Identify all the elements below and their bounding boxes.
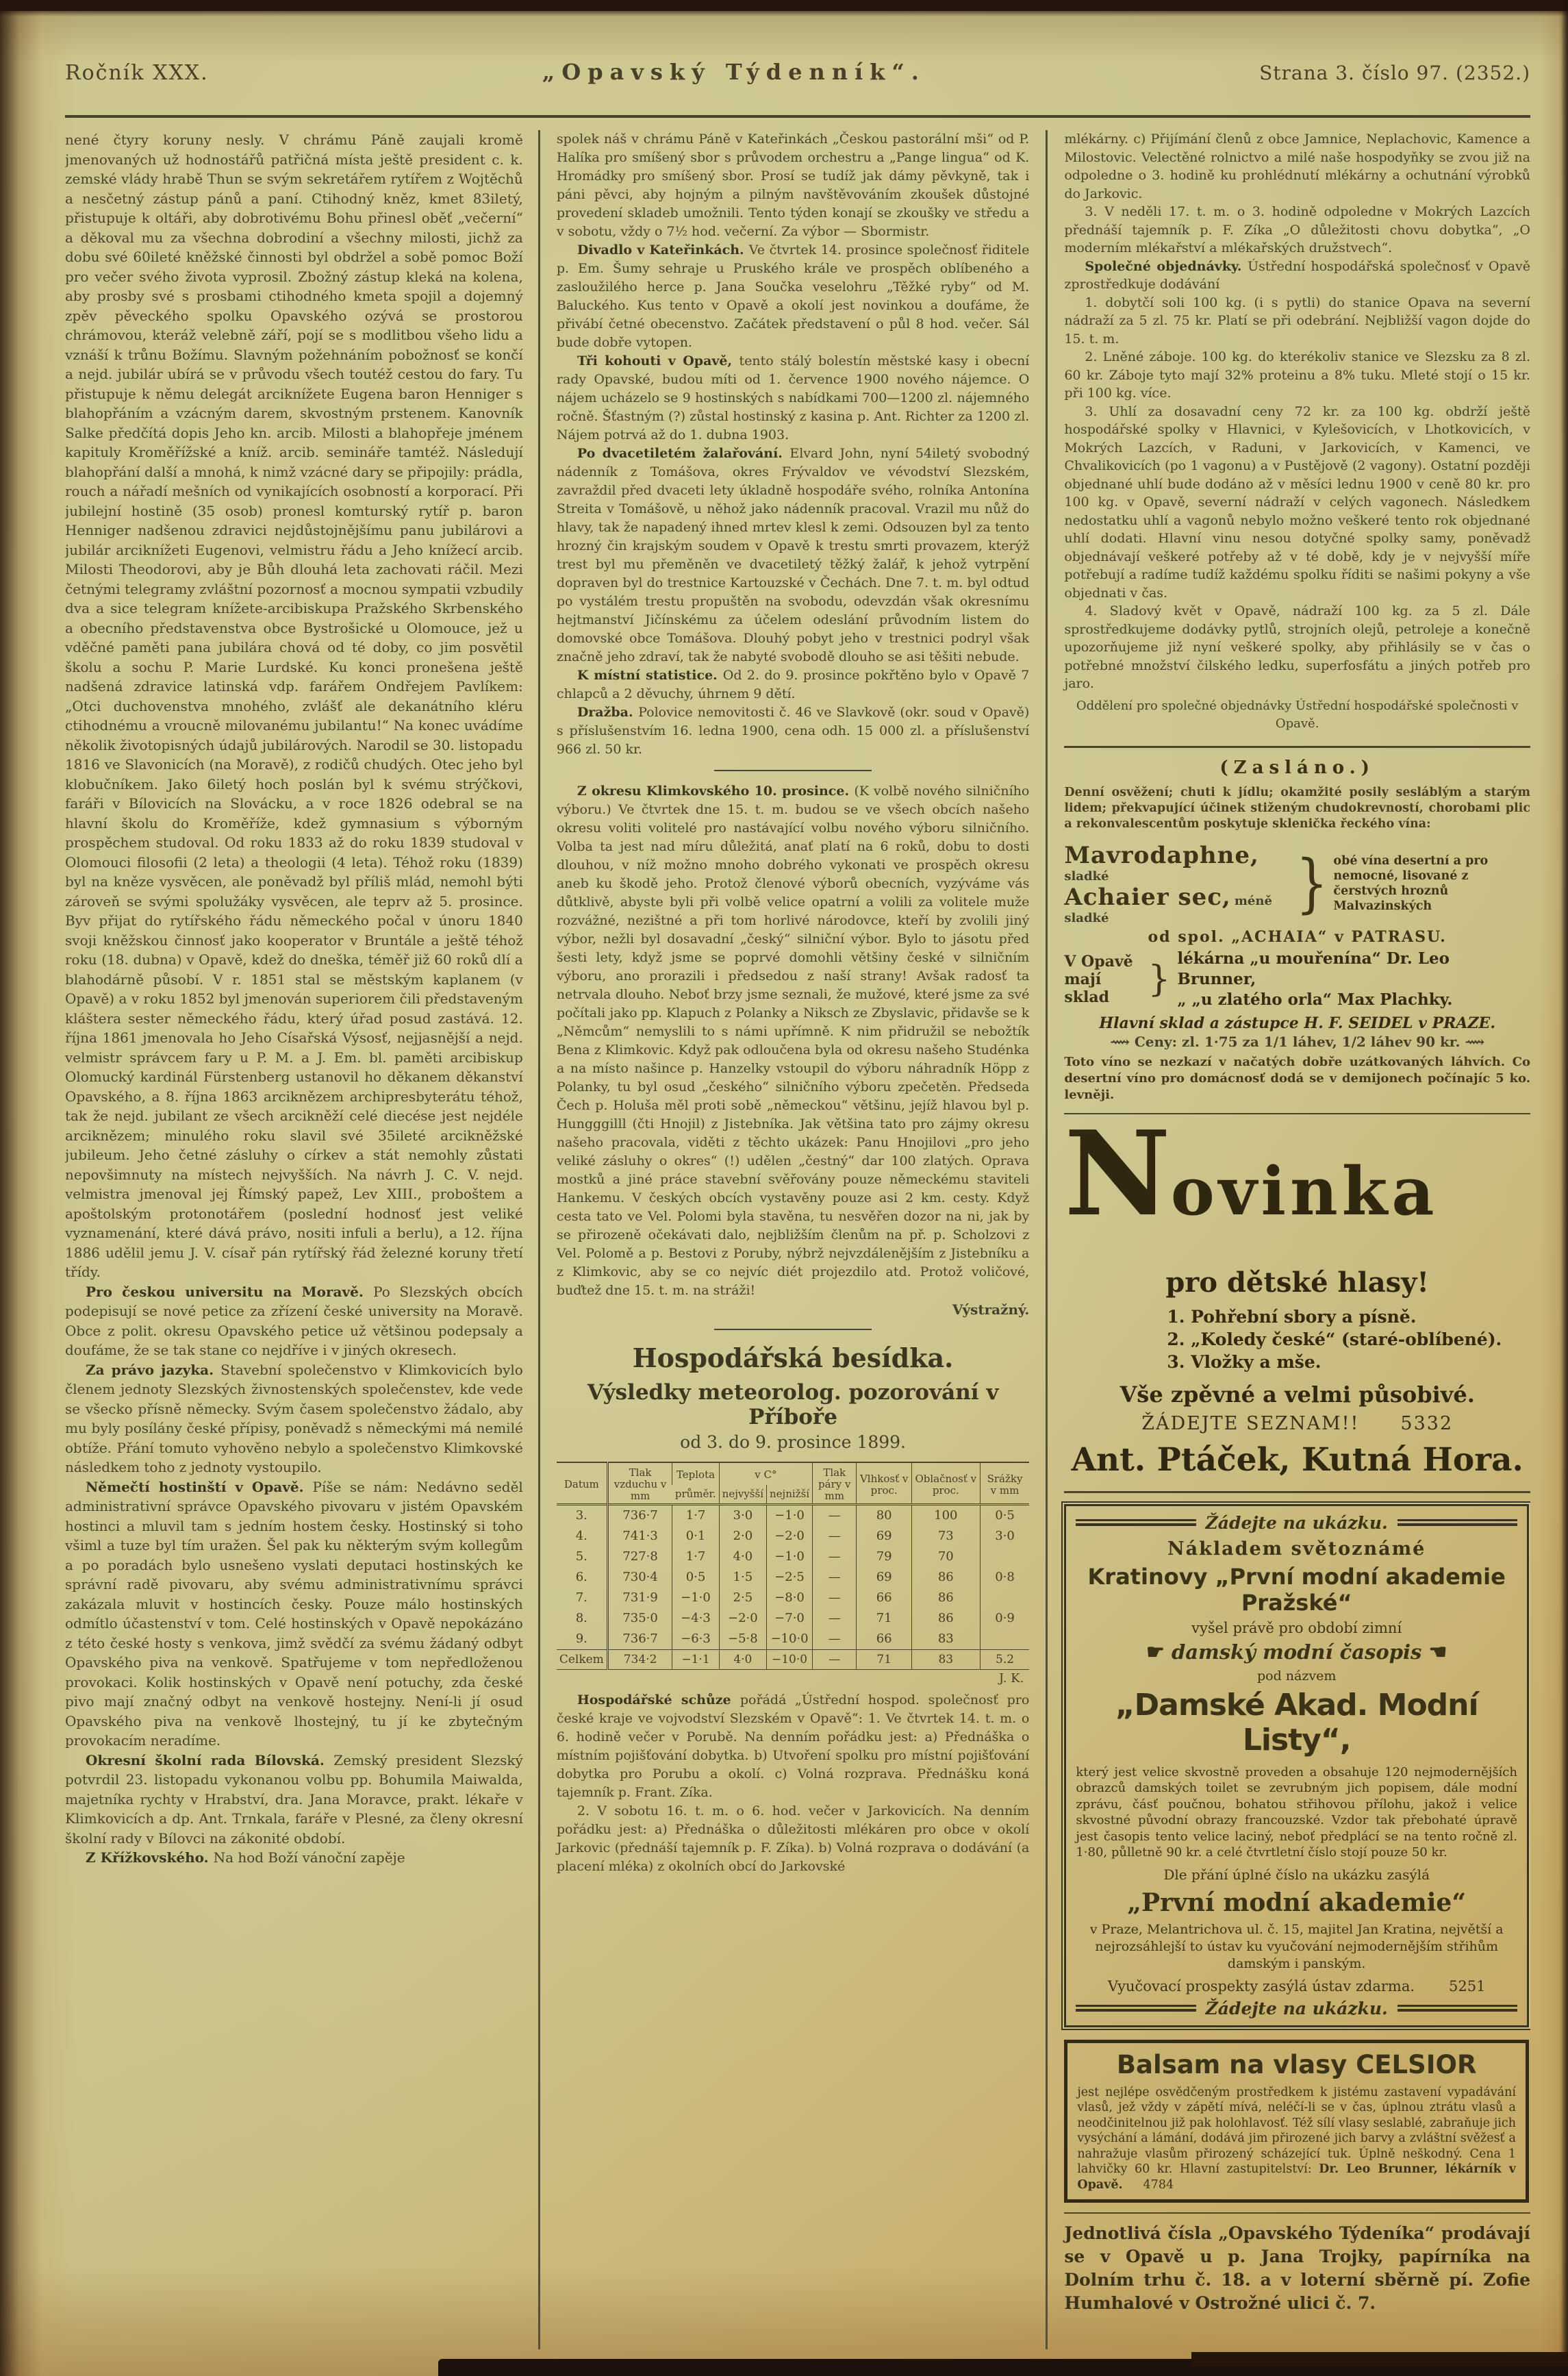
cell-vlhkost: 66 — [857, 1588, 911, 1608]
news-item-headline: Němečtí hostinští v Opavě. — [86, 1478, 304, 1495]
ornamental-bar — [1076, 2005, 1196, 2012]
col-header-tlak-vzduchu: Tlak vzduchu v mm — [607, 1462, 672, 1505]
news-item-headline: Tři kohouti v Opavě, — [577, 353, 733, 368]
cell-oblacnost: 86 — [911, 1567, 980, 1588]
meteorology-table-body — [557, 1505, 1030, 1650]
cell-nejnizsi: −1·0 — [767, 1505, 813, 1527]
page-edge-right — [1561, 0, 1568, 2376]
cell-tlak: 731·9 — [607, 1588, 672, 1608]
cell-prumer: 1·7 — [672, 1505, 719, 1527]
orders-points — [1064, 294, 1530, 693]
ad-number: 5251 — [1449, 1977, 1486, 1994]
masthead-rule — [65, 115, 1530, 121]
fashion-prospectus-row — [1076, 1978, 1517, 1994]
correspondence-headline: Z okresu Klimkovského 10. prosince. — [577, 784, 850, 799]
news-item — [557, 703, 1030, 759]
cell-prumer: −6·3 — [672, 1629, 719, 1650]
balsam-text — [1077, 2085, 1516, 2193]
total-para: — — [813, 1650, 857, 1670]
novinka-publisher: Ant. Ptáček, Kutná Hora. — [1071, 1440, 1523, 1479]
column-middle — [538, 130, 1048, 2349]
fashion-line-2: Kratinovy „První modní akademie Pražské“ — [1087, 1563, 1506, 1616]
table-row — [557, 1526, 1030, 1547]
fashion-academy-name: „První modní akademie“ — [1127, 1888, 1467, 1917]
total-tlak: 734·2 — [607, 1650, 672, 1670]
cell-tlak: 727·8 — [607, 1547, 672, 1567]
wine-main-agent: Hlavní sklad a zástupce H. F. SEIDEL v PRAZE. — [1099, 1014, 1495, 1032]
orders-point: 3. Uhlí za dosavadní ceny 72 kr. za 100 kg. obdrží ještě hospodářské spolky v Hlavnici, v Kylešovicích, v Lhotkovicích, v Mokrých Lazcích, v Raduni, v Jarkovicích, v Kamenci, ve Chvalikovicích (po 1 vagonu) a v Pustějově (2 vagony). Ostatní později objednané uhlí bude dodáno až v měsíci lednu 1900 v ceně 80 kr. pro 100 kg. v Opavě, severní nádraží v celých vagonech. Následkem nedostatku uhlí a vagonů nebylo možno veškeré tento rok objednané uhlí dodati. Hlavní vinu nesou dotyčné spolky samy, poněvadž objednávají veškeré potřeby až v té době, kdy je v nejvyšší míře potřebují a radíme tudíž každému spolku říditi se našimi pokyny a vše objednati v čas. — [1064, 403, 1530, 601]
cell-oblacnost: 83 — [911, 1629, 980, 1650]
page-number-label: Strana 3. číslo 97. (2352.) — [1259, 62, 1530, 84]
cell-srazky — [980, 1588, 1029, 1608]
news-item-headline: Okresní školní rada Bílovská. — [86, 1751, 325, 1768]
column-right — [1048, 130, 1530, 2349]
news-item — [557, 666, 1030, 703]
col-header-nejvyssi: nejvyšší — [719, 1485, 766, 1505]
cell-para: — — [813, 1547, 857, 1567]
fashion-magazine-title: „Damské Akad. Modní Listy“, — [1115, 1687, 1478, 1758]
news-item-text: Píše se nám: Nedávno seděl administrativní správce Opavského pivovaru v jistém Opavském hostinci a mluvil tam s jedním hostem česky. Hostinský si toho všiml a tuze byl tím uražen. Šel pak ku některým svým kollegům a po poradách bylo usnešeno vyslati deputaci hostinských ke správní radě pivovaru, aby svému administrativnímu správci zakázala mluvit v hostincích česky. Pouze málo hostinských odmítlo účastenství v tom. Celé hostinských v Opavě nepokázáno z této české hosty s venkova, jimž svědčí za svému žádaný odbyt Opavského piva na venkově. Spatřujeme v tom nepředloženou provokaci. Kolik hostinských v Opavě není potuchy, zda české pivo mají značný odbyt na venkově hostejny. Není-li jí osud Opavského piva na venkově lhostejný, tu jí ke zbytečným provokacím neradíme. — [65, 1478, 523, 1749]
cell-datum: 3. — [557, 1505, 608, 1527]
pointing-hand-right-icon: ☛ — [1146, 1640, 1165, 1664]
orders-article — [1064, 258, 1530, 294]
orders-point: 1. dobytčí soli 100 kg. (i s pytli) do stanice Opava na severní nádraží za 5 zl. 75 kr. Platí se při odebrání. Nejbližší vagon dojde do 15. t. m. — [1064, 295, 1530, 347]
section-title: Hospodářská besídka. — [632, 1342, 954, 1373]
correspondence-text: (K volbě nového silničního výboru.) Ve čtvrtek dne 15. t. m. budou se ve všech obcích našeho okresu voliti volitelé pro nastávající volbu nového výboru silničního. Volba ta jest nad míru důležitá, anať platí na 6 roků, dobu to dosti dlouhou, v níž možno mnoho dobrého vykonati ve prospěch okresu aneb ku škodě jeho. Protož členové výborů obecních, vyzýváme vás důtklivě, abyste byli při volbě velice opatrní a volili za volitele muže rozvážné, nezištné a při tom horlivé národovce, kteří by zvolili jiný výbor, nežli byl dosavadní „český“ silniční výbor. Bylo to jásotu před šesti lety, když jsme se poprvé domohli většiny české v silničním výboru, ano prorazili i předsedou z naší strany! Avšak radosť ta netrvala dlouho. Neboť brzy jsme seznali, že mužové, které jsme za své počítali jako pp. Klapuch z Polanky a Niksch ze Zbyslavic, přidavše se k „Němcům“ nemyslili to s námi upřímně. K nim přidružil se nebožtík Bena z Klimkovic. Když pak odloučena byla od okresu našeho Studénka a na místo našince p. Hanzelky vstoupil do výboru náhradník Höpp z Polanky, tu byl osud „českého“ silničního výboru zpečetěn. Předseda Čech p. Holuša měl proti sobě „německou“ většinu, jejíž hlavou byl p. Hungggilll (čti Hnojil) z Jistebníka. Jak většina tato pro zájmy okresu našeho pracovala, viděti z těchto ukázek: Panu Hnojilovi „pro jeho veliké zásluhy o okres“ (!) udělen „čestný“ dar 100 zlatých. Oprava mostků a jiné práce stavební svěřovány pouze německému staviteli Hankemu. V českých obcích vystavěny pouze asi 2 km. cesty. Když cesta tato ve Vel. Polomi byla stavěna, tu nesvěřen dozor na ni, jak by se přirozeně očekávati dalo, nejbližším členům na př. p. Scholzovi z Vel. Polomě a p. Bestovi z Poruby, nýbrž nejvzdálenějším z Jistebníku a z Klimkovic, aby se co nejvíc diét projezdilo atd. Protož voličové, buďtež dne 15. t. m. na stráži! — [556, 784, 1030, 1298]
wine-brand-1-note: sladké — [1064, 868, 1109, 884]
col-header-tlak-pary: Tlak páry v mm — [813, 1462, 857, 1505]
ad-number: 5332 — [1400, 1412, 1454, 1434]
cell-nejvyssi: −5·8 — [719, 1629, 766, 1650]
section-separator — [714, 770, 872, 771]
cell-para: — — [813, 1567, 857, 1588]
total-label: Celkem — [557, 1650, 608, 1670]
wine-brand-1: Mavrodaphne, — [1064, 841, 1259, 869]
news-item — [557, 445, 1030, 666]
column-rule — [1064, 1491, 1530, 1493]
table-row — [557, 1629, 1030, 1650]
news-item-text: Polovice nemovitosti č. 46 ve Slavkově (okr. soud v Opavě) s příslušenstvím 16. ledna 1900, cena odh. 15 000 zl. a příslušenství 966 zl. 50 kr. — [556, 705, 1030, 757]
novinka-subtitle: pro dětské hlasy! — [1165, 1266, 1429, 1299]
cell-tlak: 741·3 — [607, 1526, 672, 1547]
cell-prumer: 1·7 — [672, 1547, 719, 1567]
col-header-oblacnost: Oblačnosť v proc. — [911, 1462, 980, 1505]
cell-vlhkost: 69 — [857, 1526, 911, 1547]
cell-para: — — [813, 1526, 857, 1547]
left-news-items — [65, 1282, 523, 1868]
news-item-headline: Z Křížkovského. — [86, 1849, 209, 1866]
meetings-headline: Hospodářské schůze — [577, 1692, 731, 1708]
news-item-text: tento stálý bolestín městské kasy i obecní rady Opavské, budou míti od 1. července 1900 nového nájemce. O nájem ucházelo se 9 hostinských s nabídkami 700—1200 zl. nájemného ročně. Šťastným (?) zůstal hostinský z kasina p. Ant. Richter za 1200 zl. Nájem potrvá až do 1. dubna 1903. — [556, 353, 1030, 442]
table-row — [557, 1608, 1030, 1629]
wine-ad-intro: Denní osvěžení; chuti k jídlu; okamžité posily sesláblým a starým lidem; překvapující účinek stiženým chudokrevností, chorobami plic a rekonvalescentům poskytuje sklenička řeckého vína: — [1064, 785, 1530, 831]
news-item-text: Zemský president Slezský potvrdil 23. listopadu vykonanou volbu pp. Bohumila Maiwalda, majetníka rychty v Hrabství, dra. Jana Moravce, prakt. lékaře v Klimkovicích a dp. Ant. Trnkala, faráře v Plesné, za členy okresní školní rady v Bílovci na zákonité období. — [65, 1751, 523, 1847]
news-item-text: Elvard John, nyní 54iletý svobodný nádenník z Tomášova, okres Frývaldov ve vévodství Slezském, zavraždil před dvaceti lety úkladně hospodáře svého, rolníka Antonína Streita v Tomášově, u něhož jako nádenník pracoval. Vrazil mu nůž do hlavy, tak že napadený ihned mrtev klesl k zemi. Odsouzen byl za tento hrozný čin krajským soudem v Opavě k trestu smrti provazem, kterýž trest byl mu přeměněn ve dvacetiletý těžký žalář, k jehož vytrpění dopraven byl do trestnice Kartouzské v Čechách. Dne 7. t. m. byl odtud po vystálém trestu propuštěn na svobodu, odevzdán však okresnímu hejtmanství Jičínskému za účelem odeslání průvodním listem do domovské obce Tomášova. Dlouhý pobyt jeho v trestnici podryl však značně jeho zdraví, tak že nabyté svobodě dlouho se asi těšiti nebude. — [556, 446, 1030, 664]
table-date-range: od 3. do 9. prosince 1899. — [680, 1432, 906, 1452]
meteorology-table — [557, 1462, 1030, 1670]
newspaper-title: „Opavský Týdenník“. — [542, 59, 926, 85]
news-item — [65, 1477, 523, 1751]
wine-producer: od spol. „ACHAIA“ v PATRASU. — [1148, 927, 1447, 946]
news-item-text: Po Slezských obcích podepisují se nové petice za zřízení české university na Moravě. Obce z polit. okresu Opavského petice už většinou podepsaly a doufáme, že se tak stane co nejdříve i v jiných okresech. — [65, 1283, 523, 1358]
meetings-text-1: pořádá „Ústřední hospod. společnosť pro české kraje ve vojvodství Slezském v Opavě“: 1. Ve čtvrtek 14. t. m. o 6. hodině večer v Porubě. Na denním pořádku jest: a) Přednáška o místním pojišťování dobytka. b) Utvoření spolku pro místní pojišťování dobytka pro Porubu a okolí. c) Volná rozprava. Přednášku koná tajemník p. Frant. Zíka. — [556, 1692, 1030, 1800]
column-left — [65, 130, 538, 2349]
page-edge-top — [0, 0, 1568, 11]
orders-closing: Oddělení pro společné objednávky Ústřední hospodářské společnosti v Opavě. — [1076, 698, 1519, 731]
table-title: Výsledky meteorolog. pozorování v Příboře — [587, 1380, 999, 1429]
table-row — [557, 1567, 1030, 1588]
fashion-line-3: vyšel právě pro období zimní — [1191, 1619, 1402, 1636]
wine-stockist-1: lékárna „u mouřenína“ Dr. Leo Brunner, — [1177, 949, 1450, 988]
novinka-initial: N — [1064, 1105, 1171, 1242]
masthead — [65, 59, 1530, 100]
correspondence-signature: Výstražný. — [952, 1301, 1030, 1318]
ornamental-bar — [1398, 2005, 1517, 2012]
cell-datum: 8. — [557, 1608, 608, 1629]
total-srazky: 5.2 — [980, 1650, 1029, 1670]
cell-prumer: 0·5 — [672, 1567, 719, 1588]
meetings-article — [557, 1691, 1030, 1802]
cell-para: — — [813, 1608, 857, 1629]
news-item-headline: Za právo jazyka. — [86, 1361, 214, 1378]
fashion-line-1: Nákladem světoznámé — [1167, 1538, 1426, 1560]
total-oblacnost: 83 — [911, 1650, 980, 1670]
cell-vlhkost: 80 — [857, 1505, 911, 1527]
cell-nejvyssi: 4·0 — [719, 1547, 766, 1567]
cell-tlak: 736·7 — [607, 1505, 672, 1527]
brace-glyph: } — [1148, 958, 1171, 1000]
columns — [65, 130, 1530, 2349]
novinka-list-item: 3. Vložky a mše. — [1167, 1351, 1322, 1372]
novinka-ad — [1064, 1105, 1530, 1479]
total-vlhkost: 71 — [857, 1650, 911, 1670]
news-item-headline: K místní statistice. — [577, 668, 718, 683]
cell-nejvyssi: 3·0 — [719, 1505, 766, 1527]
cell-prumer: −4·3 — [672, 1608, 719, 1629]
novinka-title-rest: ovinka — [1170, 1152, 1439, 1230]
cell-srazky — [980, 1547, 1029, 1567]
volume-label: Ročník XXX. — [65, 61, 209, 85]
orders-point: 4. Sladový květ v Opavě, nádraží 100 kg. za 5 zl. Dále sprostředkujeme dodávky pytlů, strojních olejů, petroleje a konečně upozorňujeme již nyní veškeré spolky, aby přihlásily se v čas o potřebné množství čilského ledku, superfosfátu a jiných potřeb pro jaro. — [1064, 603, 1530, 691]
col-header-vlhkost: Vlhkosť v proc. — [857, 1462, 911, 1505]
news-item — [65, 1848, 523, 1868]
news-item-headline: Divadlo v Kateřinkách. — [577, 242, 744, 258]
table-signature: J. K. — [998, 1671, 1024, 1686]
novinka-cta-row — [1064, 1413, 1530, 1434]
section-separator — [714, 1329, 872, 1330]
col-header-v-co: v C° — [719, 1462, 812, 1485]
wine-prices: ⟿ Ceny: zl. 1·75 za 1/1 láhev, 1/2 láhev 90 kr. ⟿ — [1064, 1034, 1530, 1050]
cell-tlak: 735·0 — [607, 1608, 672, 1629]
cell-srazky: 0·8 — [980, 1567, 1029, 1588]
news-item-text: Od 2. do 9. prosince pokřtěno bylo v Opavě 7 chlapců a 2 děvuchy, úhrnem 9 dětí. — [556, 668, 1030, 701]
fashion-line-5: pod názvem — [1256, 1668, 1337, 1684]
novinka-list-item: 1. Pohřební sbory a písně. — [1167, 1306, 1417, 1327]
balsam-agent: Dr. Leo Brunner, lékárník v Opavě. — [1077, 2162, 1516, 2192]
pointing-hand-left-icon: ☚ — [1428, 1640, 1447, 1664]
wine-stockist-2: „ „u zlatého orla“ Max Plachky. — [1177, 990, 1453, 1009]
cell-oblacnost: 86 — [911, 1588, 980, 1608]
meetings-item-3: 3. V neděli 17. t. m. o 3. hodině odpoledne v Mokrých Lazcích přednáší tajemník p. F. Zíka „O důležitosti chovu dobytka“, „O moderním mlékařství a mlékařských družstvech“. — [1064, 204, 1530, 255]
col-header-prumer: průměr. — [674, 1487, 716, 1500]
wine-brands — [1064, 842, 1530, 925]
cell-datum: 7. — [557, 1588, 608, 1608]
news-item-headline: Pro českou universitu na Moravě. — [86, 1283, 364, 1300]
cell-nejvyssi: 2·5 — [719, 1588, 766, 1608]
meetings-text-2: 2. V sobotu 16. t. m. o 6. hod. večer v Jarkovicích. Na denním pořádku jest: a) Přednáška o důležitosti mlékáren pro obce v okolí Jarkovic (přednáší tajemník p. F. Zíka). b) Volná rozprava o dodávání (a placení mléka) z okolních obcí do Jarkovské — [556, 1803, 1030, 1874]
cell-prumer: 0·1 — [672, 1526, 719, 1547]
column-rule — [1064, 2212, 1530, 2214]
fashion-line-4-text: damský modní časopis — [1171, 1640, 1422, 1664]
table-row — [557, 1588, 1030, 1608]
cell-nejvyssi: 1·5 — [719, 1567, 766, 1588]
brace-glyph: } — [1295, 846, 1328, 921]
cell-oblacnost: 70 — [911, 1547, 980, 1567]
fashion-address: v Praze, Melantrichova ul. č. 15, majitel Jan Kratina, největší a nejrozsáhlejší to ústav ku vyučování nejmodernějším střihům damským i panským. — [1089, 1921, 1504, 1971]
news-item — [557, 352, 1030, 445]
col-header-datum: Datum — [557, 1462, 608, 1505]
news-item-headline: Dražba. — [577, 705, 633, 720]
wine-description: obé vína desertní a pro nemocné, lisované z čerstvých hroznů Malvazinských — [1333, 853, 1489, 913]
cell-nejvyssi: 2·0 — [719, 1526, 766, 1547]
cell-nejnizsi: −10·0 — [767, 1629, 813, 1650]
wine-stock-city: V Opavě — [1064, 952, 1133, 971]
news-item — [65, 1751, 523, 1849]
novinka-list-item: 2. „Koledy české“ (staré-oblíbené). — [1167, 1329, 1502, 1349]
cell-datum: 5. — [557, 1547, 608, 1567]
cell-datum: 4. — [557, 1526, 608, 1547]
novinka-title — [1064, 1105, 1530, 1262]
table-row — [557, 1505, 1030, 1527]
fashion-line-4 — [1076, 1640, 1517, 1664]
orders-point: 2. Lněné záboje. 100 kg. do kterékoliv stanice ve Slezsku za 8 zl. 60 kr. Záboje tyto mají 32% proteinu a 8% tuku. Mleté stojí o 15 kr. při 100 kg. více. — [1064, 349, 1530, 401]
news-item — [65, 1360, 523, 1477]
news-item-headline: Po dvacetiletém žalařování. — [577, 446, 783, 461]
meteorology-table-footer — [557, 1650, 1030, 1670]
fashion-cta-top — [1076, 1513, 1517, 1533]
page-edge-bottom-shadow — [1191, 2352, 1568, 2366]
cell-nejnizsi: −2·0 — [767, 1526, 813, 1547]
cell-oblacnost: 100 — [911, 1505, 980, 1527]
cell-srazky: 0·9 — [980, 1608, 1029, 1629]
col-header-nejnizsi: nejnižší — [767, 1485, 813, 1505]
news-item-text: Stavební společenstvo v Klimkovicích bylo členem jednoty Slezských živnostenských společenstev, kde vede se všecko přísně německy. Svým časem společenstvo žádalo, aby mu byly posílány české přípisy, poněvadž s německými má nemilé obtíže. Přání tomuto vyhověno nebylo a společenstvo Klimkovské následkem toho z jednoty vystoupilo. — [65, 1361, 523, 1475]
table-total-row — [557, 1650, 1030, 1670]
wine-ad — [1064, 785, 1530, 1103]
column-rule — [1064, 746, 1530, 748]
cell-oblacnost: 73 — [911, 1526, 980, 1547]
cell-datum: 9. — [557, 1629, 608, 1650]
cell-srazky: 0·5 — [980, 1505, 1029, 1527]
article-choir-continuation: spolek náš v chrámu Páně v Kateřinkách „Českou pastorální mši“ od P. Halíka pro smíšený sbor s průvodem orchestru a „Pange lingua“ od K. Hromádky pro smíšený sbor. Prosí se tudíž jak dámy pěvkyně, tak i páni pěvci, aby hojným a pilným navštěvováním zkoušek důstojné provedení skladeb umožnili. Tento týden konají se zkoušky ve středu a v sobotu, vždy o 7½ hod. večerní. Za výbor — Sbormistr. — [556, 132, 1030, 239]
fashion-cta-text: Žádejte na ukázku. — [1205, 1998, 1388, 2018]
fashion-cta-2: Dle přání úplné číslo na ukázku zasýlá — [1163, 1866, 1430, 1883]
wine-note: Toto víno se nezkazí v načatých dobře uzátkovaných láhvích. Co desertní víno pro domácnosť dodá se v demijonech počínajíc 5 ko. levněji. — [1064, 1054, 1530, 1102]
cell-tlak: 730·4 — [607, 1567, 672, 1588]
orders-headline: Společné objednávky. — [1085, 258, 1242, 274]
wine-brand-2-note: méně sladké — [1064, 893, 1272, 925]
correspondence-article — [557, 782, 1030, 1300]
cell-vlhkost: 79 — [857, 1547, 911, 1567]
ornamental-bar — [1398, 1519, 1517, 1526]
col-header-srazky: Srážky v mm — [980, 1462, 1029, 1505]
ad-number: 4784 — [1143, 2177, 1174, 2192]
total-nejnizsi: −10·0 — [767, 1650, 813, 1670]
cell-nejnizsi: −7·0 — [767, 1608, 813, 1629]
news-item-text: Na hod Boží vánoční zapěje — [213, 1849, 405, 1866]
table-row — [557, 1547, 1030, 1567]
fashion-cta-text: Žádejte na ukázku. — [1205, 1512, 1388, 1533]
balsam-title: Balsam na vlasy CELSIOR — [1116, 2049, 1477, 2079]
cell-vlhkost: 69 — [857, 1567, 911, 1588]
cell-tlak: 736·7 — [607, 1629, 672, 1650]
fashion-prospectus: Vyučovací prospekty zasýlá ústav zdarma. — [1107, 1977, 1415, 1994]
fashion-body: který jest velice skvostně proveden a obsahuje 120 nejmodernějších obrazců damských toilet se zevrubným jich popisem, dále modní zprávu, čásť poučnou, bohatou střihovou přílohu, jakož i velice skvostné původní obrazy francouzské. Vzdor tak přebohaté úpravě jest časopis tento velice laciný, neboť předplácí se na tento ročně zl. 1·80, půlletně 90 kr. a celé čtvrtletní číslo stojí pouze 50 kr. — [1076, 1764, 1517, 1860]
novinka-list — [1064, 1307, 1530, 1372]
meetings-continuation: mlékárny. c) Přijímání členů z obce Jamnice, Neplachovic, Kamence a Milostovic. Velectěné rolnictvo a milé naše hospodyňky se zvou již na odpoledne o 3. hodině ku prohlédnutí mlékárny a ochutnání výrobků do Jarkovic. — [1064, 132, 1530, 201]
news-item — [65, 1282, 523, 1360]
wine-stock-label: mají sklad — [1064, 970, 1109, 1006]
zaslano-heading: (Zasláno.) — [1219, 757, 1375, 778]
cell-oblacnost: 86 — [911, 1608, 980, 1629]
cell-para: — — [813, 1629, 857, 1650]
cell-nejnizsi: −1·0 — [767, 1547, 813, 1567]
article-jubilee-continuation: nené čtyry koruny nesly. V chrámu Páně zaujali kromě jmenovaných už hodnostářů patřičná místa ještě president c. k. zemské vlády hrabě Thun se svým sekretářem rytířem z Wojtěchů a nesčetný zástup pánů a paní. Ctihodný kněz, kmet 83iletý, přistupuje k oltáři, aby dobrotivému Bohu přinesl oběť „večerní“ a děkoval mu za všechna dobrodiní a všechny milosti, jichž za dobu své 60ileté kněžské činnosti byl obdržel a sobě pomoc Boží pro večer svého života vyprosil. Zbožný zástup kleká na kolena, aby prosby své s prosbami ctihodného kmeta spojil a dojemný zpěv pěveckého spolku Opavského ozývá se prostorou chrámovou, kteráž velebně září, pojí se s modlitbou všeho lidu a vznáší k trůnu Božímu. Slavným požehnáním pobožnosť se končí a nejd. jubilár ubírá se v průvodu všech toutéž cestou do fary. Tu přistupuje k němu delegát arciknížete Eugena baron Henniger s blahopřáním a vzácným darem, skvostným prstenem. Kanovník Salke předčítá dopis Jeho kn. arcib. Milosti a blahopřeje jménem kapituly Kroměřížské a kníž. arcib. semináře tamtéž. Následují blahopřání další a mnohá, k nimž vzácné dary se připojily: prádla, rouch a nářadí mešních od vynikajících osobností a korporací. Při jubilejní hostině (35 osob) pronesl komturský rytíř p. baron Henniger nadšenou zdravici nejdůstojnějšímu panu jubilárovi a jubilár arciknížeti Eugenovi, velmistru řádu a Jeho knížecí arcib. Milosti Theodorovi, aby je Bůh dlouhá leta zachovati ráčil. Mezi četnými telegramy zvláštní pozornosť a mocnou sympatii vzbudily dva a sice telegram knížete-arcibiskupa Pražského Skrbenského a obecního představenstva obce Bystrošické u Olomouce, jež u vděčné paměti pana jubilára chová od té doby, co jim posvětil školu a sochu P. Marie Lurdské. Ku konci pronešena ještě nadšená zdravice latinská vdp. farářem Ondřejem Pavlíkem: „Otci duchovenstva mnohého, zvlášť ale dekanátního kléru ctihodnému a vroucně milovanému jubilantu!“ Na konec uvádíme několik životopisných údajů jubilárových. Narodil se 30. listopadu 1816 ve Slavonicích (na Moravě), z rodičů chudých. Otec jeho byl klobučníkem. Jako 6iletý hoch poslán byl k svému strýčkovi, faráři v Bílovicích na Slovácku, a v roce 1826 odebral se na hlavní školu do Kroměříže, kdež gymnasium s výborným prospěchem studoval. Od roku 1833 až do roku 1839 studoval v Olomouci filosofii (2 leta) a theologii (4 leta). Téhož roku (1839) byl na kněze vysvěcen, ale poněvadž byl příliš mlád, nemohl býti zároveň se svými spolužáky vysvěcen, ale teprv až 5. prosince. Byv přijat do rytířského řádu německého počal v únoru 1840 svoji kněžskou činnosť jako kooperator v Bruntále a ještě téhož roku (18. dubna) v Opavě, kdež do dneška, téměř již 60 roků dlí a blahodárně působí. V r. 1851 stal se městským kaplanem (v Opavě) a v roku 1852 byl jmenován superiorem čili představeným kláštera sester německého řádu, který úřad posud zastává. 12. října 1861 jmenovala ho Jeho Císařská Výsosť, nejjasnější a nejd. velmistr správcem fary u P. M. a J. Em. bl. paměti arcibiskup Olomucký kardinál Fürstenberg ustanovil ho děkanem děkanství Opavského, a 8. října 1863 arciknězem archipresbyterátu téhož, tak že nejd. jubilant ze všech arcikněží celé diecése jest nejdéle arciknězem; minulého roku slavil své 35ileté arcikněžské jubileum. Jeho četné zásluhy o církev a stát nemohly zůstati nepovšimnuty na místech nejvyšších. Na návrh J. C. V. nejd. velmistra jmenoval jej Římský papež, Lev XIII., proboštem a apoštolským protonotářem (poslední hodnosť jest veliké vyznamenání, které dává právo, nositi infuli a berlu), a 12. října 1886 udělil jemu J. V. císař pán rytířský řád železné koruny třetí třídy. — [65, 132, 523, 1280]
novinka-slogan: Vše zpěvné a velmi působivé. — [1120, 1381, 1475, 1408]
total-prumer: −1·1 — [672, 1650, 719, 1670]
cell-nejnizsi: −2·5 — [767, 1567, 813, 1588]
meteorology-table-header — [557, 1462, 1030, 1505]
fashion-ad — [1064, 1504, 1529, 2027]
page-edge-top-shadow — [0, 11, 1568, 16]
ornamental-bar — [1076, 1519, 1196, 1526]
cell-vlhkost: 66 — [857, 1629, 911, 1650]
fashion-cta-bottom — [1076, 1999, 1517, 2018]
news-item-text: Ve čtvrtek 14. prosince společnosť řiditele p. Em. Šumy sehraje u Pruského krále ve prospěch oblíbeného a zasloužilého herce p. Jana Součka veselohru „Těžké ryby“ od M. Baluckého. Kus tento v Opavě a okolí jest novinkou a doufáme, že přivábí četné obecenstvo. Začátek představení o půl 8 hod. večer. Sál bude dobře vytopen. — [556, 242, 1030, 350]
orders-intro: Ústřední hospodářská společnosť v Opavě zprostředkuje dodávání — [1064, 258, 1530, 292]
cell-nejvyssi: −2·0 — [719, 1608, 766, 1629]
news-item — [557, 241, 1030, 352]
cell-prumer: −1·0 — [672, 1588, 719, 1608]
wine-stockists — [1064, 949, 1530, 1010]
middle-news-items — [557, 241, 1030, 759]
sales-notice: Jednotlivá čísla „Opavského Týdeníka“ prodávají se v Opavě u p. Jana Trojky, papírníka na Dolním trhu č. 18. a v loterní sběrně pí. Zofie Humhalové v Ostrožné ulici č. 7. — [1064, 2223, 1530, 2313]
balsam-ad — [1064, 2040, 1529, 2203]
novinka-cta: ŽÁDEJTE SEZNAM!! — [1141, 1412, 1360, 1434]
cell-srazky — [980, 1629, 1029, 1650]
cell-datum: 6. — [557, 1567, 608, 1588]
cell-nejnizsi: −8·0 — [767, 1588, 813, 1608]
total-nejvyssi: 4·0 — [719, 1650, 766, 1670]
cell-para: — — [813, 1505, 857, 1527]
col-header-teplota: Teplota — [672, 1462, 719, 1485]
cell-srazky: 3·0 — [980, 1526, 1029, 1547]
cell-para: — — [813, 1588, 857, 1608]
balsam-body: jest nejlépe osvědčeným prostředkem k jistému zastavení vypadávání vlasů, jež vždy v zápětí mívá, neléčí-li se v čas, úplnou ztrátu vlasů a neodčinitelnou již pak holohlavosť. Též sílí vlasy seslablé, zabraňuje jich vysýchání a lámání, dodává jim přirozené jich barvy a zvláštní svěžesť a nahražuje vlasům přirozený scházející tuk. Úplně neškodný. Cena 1 lahvičky 60 kr. Hlavní zastupitelství: — [1077, 2085, 1516, 2176]
wine-brand-2: Achaier sec, — [1064, 883, 1231, 911]
cell-vlhkost: 71 — [857, 1608, 911, 1629]
